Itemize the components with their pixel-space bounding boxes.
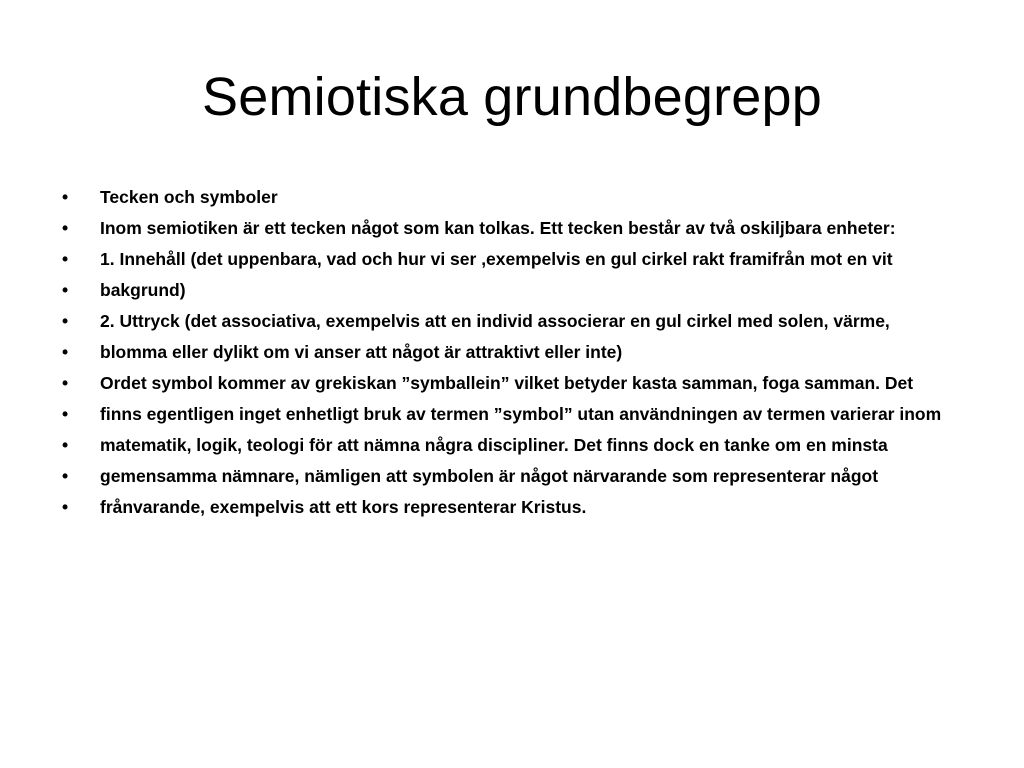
bullet-dot-icon: • xyxy=(62,466,69,486)
bullet-item xyxy=(62,370,952,397)
bullet-item xyxy=(62,401,952,428)
bullet-text: matematik, logik, teologi för att nämna några discipliner. Det finns dock en tanke om en minsta xyxy=(100,435,888,455)
bullet-item xyxy=(62,184,952,211)
bullet-text: Inom semiotiken är ett tecken något som kan tolkas. Ett tecken består av två oskiljbara enheter: xyxy=(100,218,896,238)
bullet-dot-icon: • xyxy=(62,404,69,424)
bullet-item xyxy=(62,246,952,273)
bullet-dot-icon: • xyxy=(62,249,69,269)
bullet-item xyxy=(62,215,952,242)
bullet-dot-icon: • xyxy=(62,342,69,362)
bullet-dot-icon: • xyxy=(62,187,69,207)
bullet-dot-icon: • xyxy=(62,280,69,300)
bullet-text: 1. Innehåll (det uppenbara, vad och hur vi ser ,exempelvis en gul cirkel rakt framifrån mot en vit xyxy=(100,249,893,269)
bullet-text: Ordet symbol kommer av grekiskan ”symballein” vilket betyder kasta samman, foga samman. Det xyxy=(100,373,914,393)
bullet-text: gemensamma nämnare, nämligen att symbolen är något närvarande som representerar något xyxy=(100,466,879,486)
bullet-text: finns egentligen inget enhetligt bruk av termen ”symbol” utan användningen av termen varierar inom xyxy=(100,404,942,424)
bullet-text: Tecken och symboler xyxy=(100,187,278,207)
bullet-item xyxy=(62,339,952,366)
slide-title: Semiotiska grundbegrepp xyxy=(202,67,822,127)
bullet-item xyxy=(62,494,952,521)
bullet-list xyxy=(62,184,952,525)
bullet-dot-icon: • xyxy=(62,218,69,238)
bullet-text: 2. Uttryck (det associativa, exempelvis att en individ associerar en gul cirkel med solen, värme, xyxy=(100,311,890,331)
bullet-item xyxy=(62,277,952,304)
bullet-text: bakgrund) xyxy=(100,280,186,300)
bullet-dot-icon: • xyxy=(62,497,69,517)
bullet-dot-icon: • xyxy=(62,435,69,455)
bullet-item xyxy=(62,308,952,335)
bullet-text: frånvarande, exempelvis att ett kors representerar Kristus. xyxy=(100,497,587,517)
bullet-text: blomma eller dylikt om vi anser att något är attraktivt eller inte) xyxy=(100,342,623,362)
bullet-dot-icon: • xyxy=(62,311,69,331)
bullet-item xyxy=(62,463,952,490)
bullet-dot-icon: • xyxy=(62,373,69,393)
bullet-item xyxy=(62,432,952,459)
